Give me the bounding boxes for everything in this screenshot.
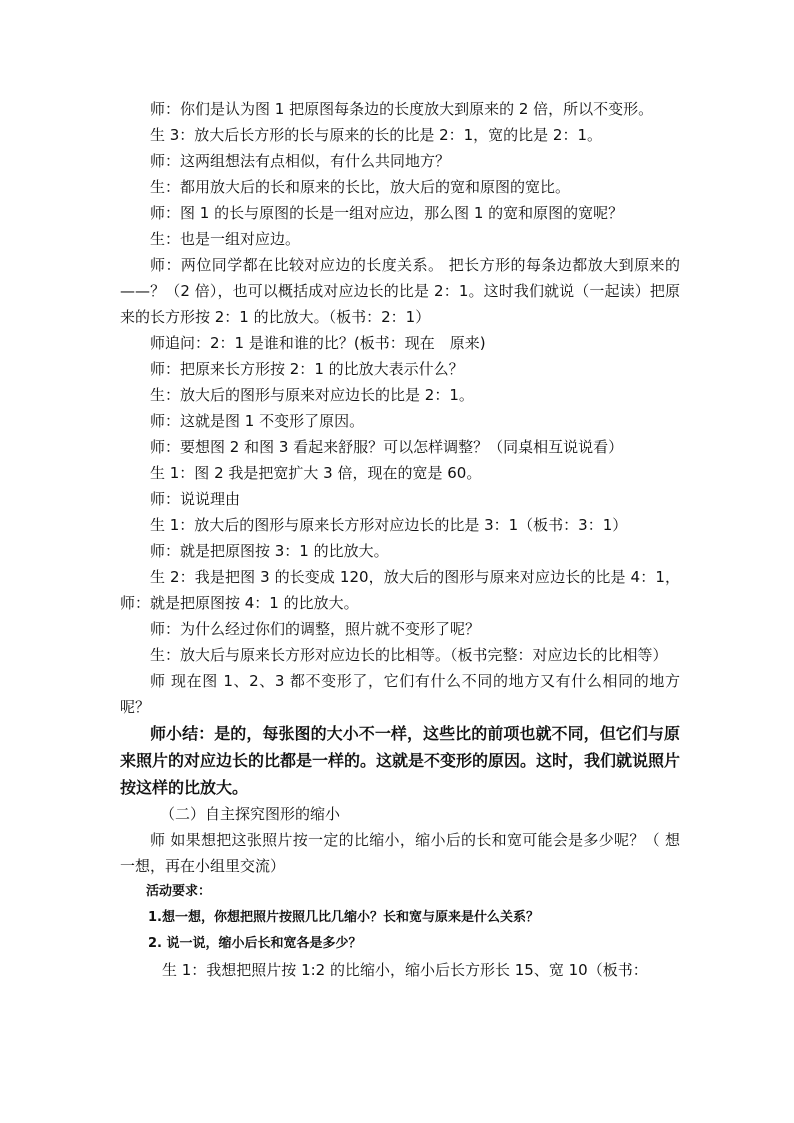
- activity-requirement-item: 2. 说一说，缩小后长和宽各是多少？: [148, 936, 362, 951]
- student-response: 生 1：我想把照片按 1:2 的比缩小，缩小后长方形长 15、宽 10（板书：: [162, 961, 648, 979]
- paragraph: 生：也是一组对应边。: [150, 230, 301, 248]
- paragraph: 师 现在图 1、2、3 都不变形了，它们有什么不同的地方又有什么相同的地方呢？: [120, 672, 680, 716]
- paragraph: 生 1：放大后的图形与原来长方形对应边长的比是 3：1（板书：3：1）: [150, 516, 628, 534]
- paragraph: 师：说说理由: [150, 490, 241, 508]
- activity-requirement-item: 1.想一想，你想把照片按照几比几缩小？长和宽与原来是什么关系？: [148, 910, 539, 925]
- activity-requirements-title: 活动要求：: [146, 884, 212, 899]
- paragraph: 生 2：我是把图 3 的长变成 120，放大后的图形与原来对应边长的比是 4：1，师：就是把原图按 4：1 的比放大。: [120, 568, 680, 612]
- paragraph: 生：放大后与原来长方形对应边长的比相等。（板书完整：对应边长的比相等）: [150, 646, 668, 664]
- paragraph: 师：就是把原图按 3：1 的比放大。: [150, 542, 389, 560]
- teacher-summary: 师小结：是的，每张图的大小不一样，这些比的前项也就不同，但它们与原来照片的对应边长的比都是一样的。这就是不变形的原因。这时，我们就说照片按这样的比放大。: [120, 724, 681, 797]
- paragraph: 生：都用放大后的长和原来的长比，放大后的宽和原图的宽比。: [150, 178, 571, 196]
- teacher-question: 师 如果想把这张照片按一定的比缩小，缩小后的长和宽可能会是多少呢？（ 想一想，再在小组里交流）: [120, 831, 680, 875]
- paragraph: 师：图 1 的长与原图的长是一组对应边，那么图 1 的宽和原图的宽呢？: [150, 204, 624, 222]
- paragraph: 生：放大后的图形与原来对应边长的比是 2：1。: [150, 386, 474, 404]
- paragraph: 师：这两组想法有点相似，有什么共同地方？: [150, 152, 451, 170]
- lesson-transcript: [120, 96, 680, 983]
- section-heading: （二）自主探究图形的缩小: [160, 805, 341, 823]
- paragraph: 师：要想图 2 和图 3 看起来舒服？可以怎样调整？（同桌相互说说看）: [150, 438, 624, 456]
- paragraph: 生 1：图 2 我是把宽扩大 3 倍，现在的宽是 60。: [150, 464, 482, 482]
- paragraph: 师追问：2：1 是谁和谁的比？(板书：现在 原来): [150, 334, 486, 352]
- paragraph: 师：这就是图 1 不变形了原因。: [150, 412, 365, 430]
- paragraph: 师：为什么经过你们的调整，照片就不变形了呢？: [150, 620, 481, 638]
- paragraph: 师：两位同学都在比较对应边的长度关系。 把长方形的每条边都放大到原来的——？（2 倍），也可以概括成对应边长的比是 2：1。这时我们就说（一起读）把原来的长方形按 2：1 的比放大。（板书：2：1）: [120, 256, 680, 326]
- paragraph: 生 3：放大后长方形的长与原来的长的比是 2：1，宽的比是 2：1。: [150, 126, 603, 144]
- paragraph: 师：把原来长方形按 2：1 的比放大表示什么？: [150, 360, 464, 378]
- paragraph: 师：你们是认为图 1 把原图每条边的长度放大到原来的 2 倍，所以不变形。: [150, 100, 654, 118]
